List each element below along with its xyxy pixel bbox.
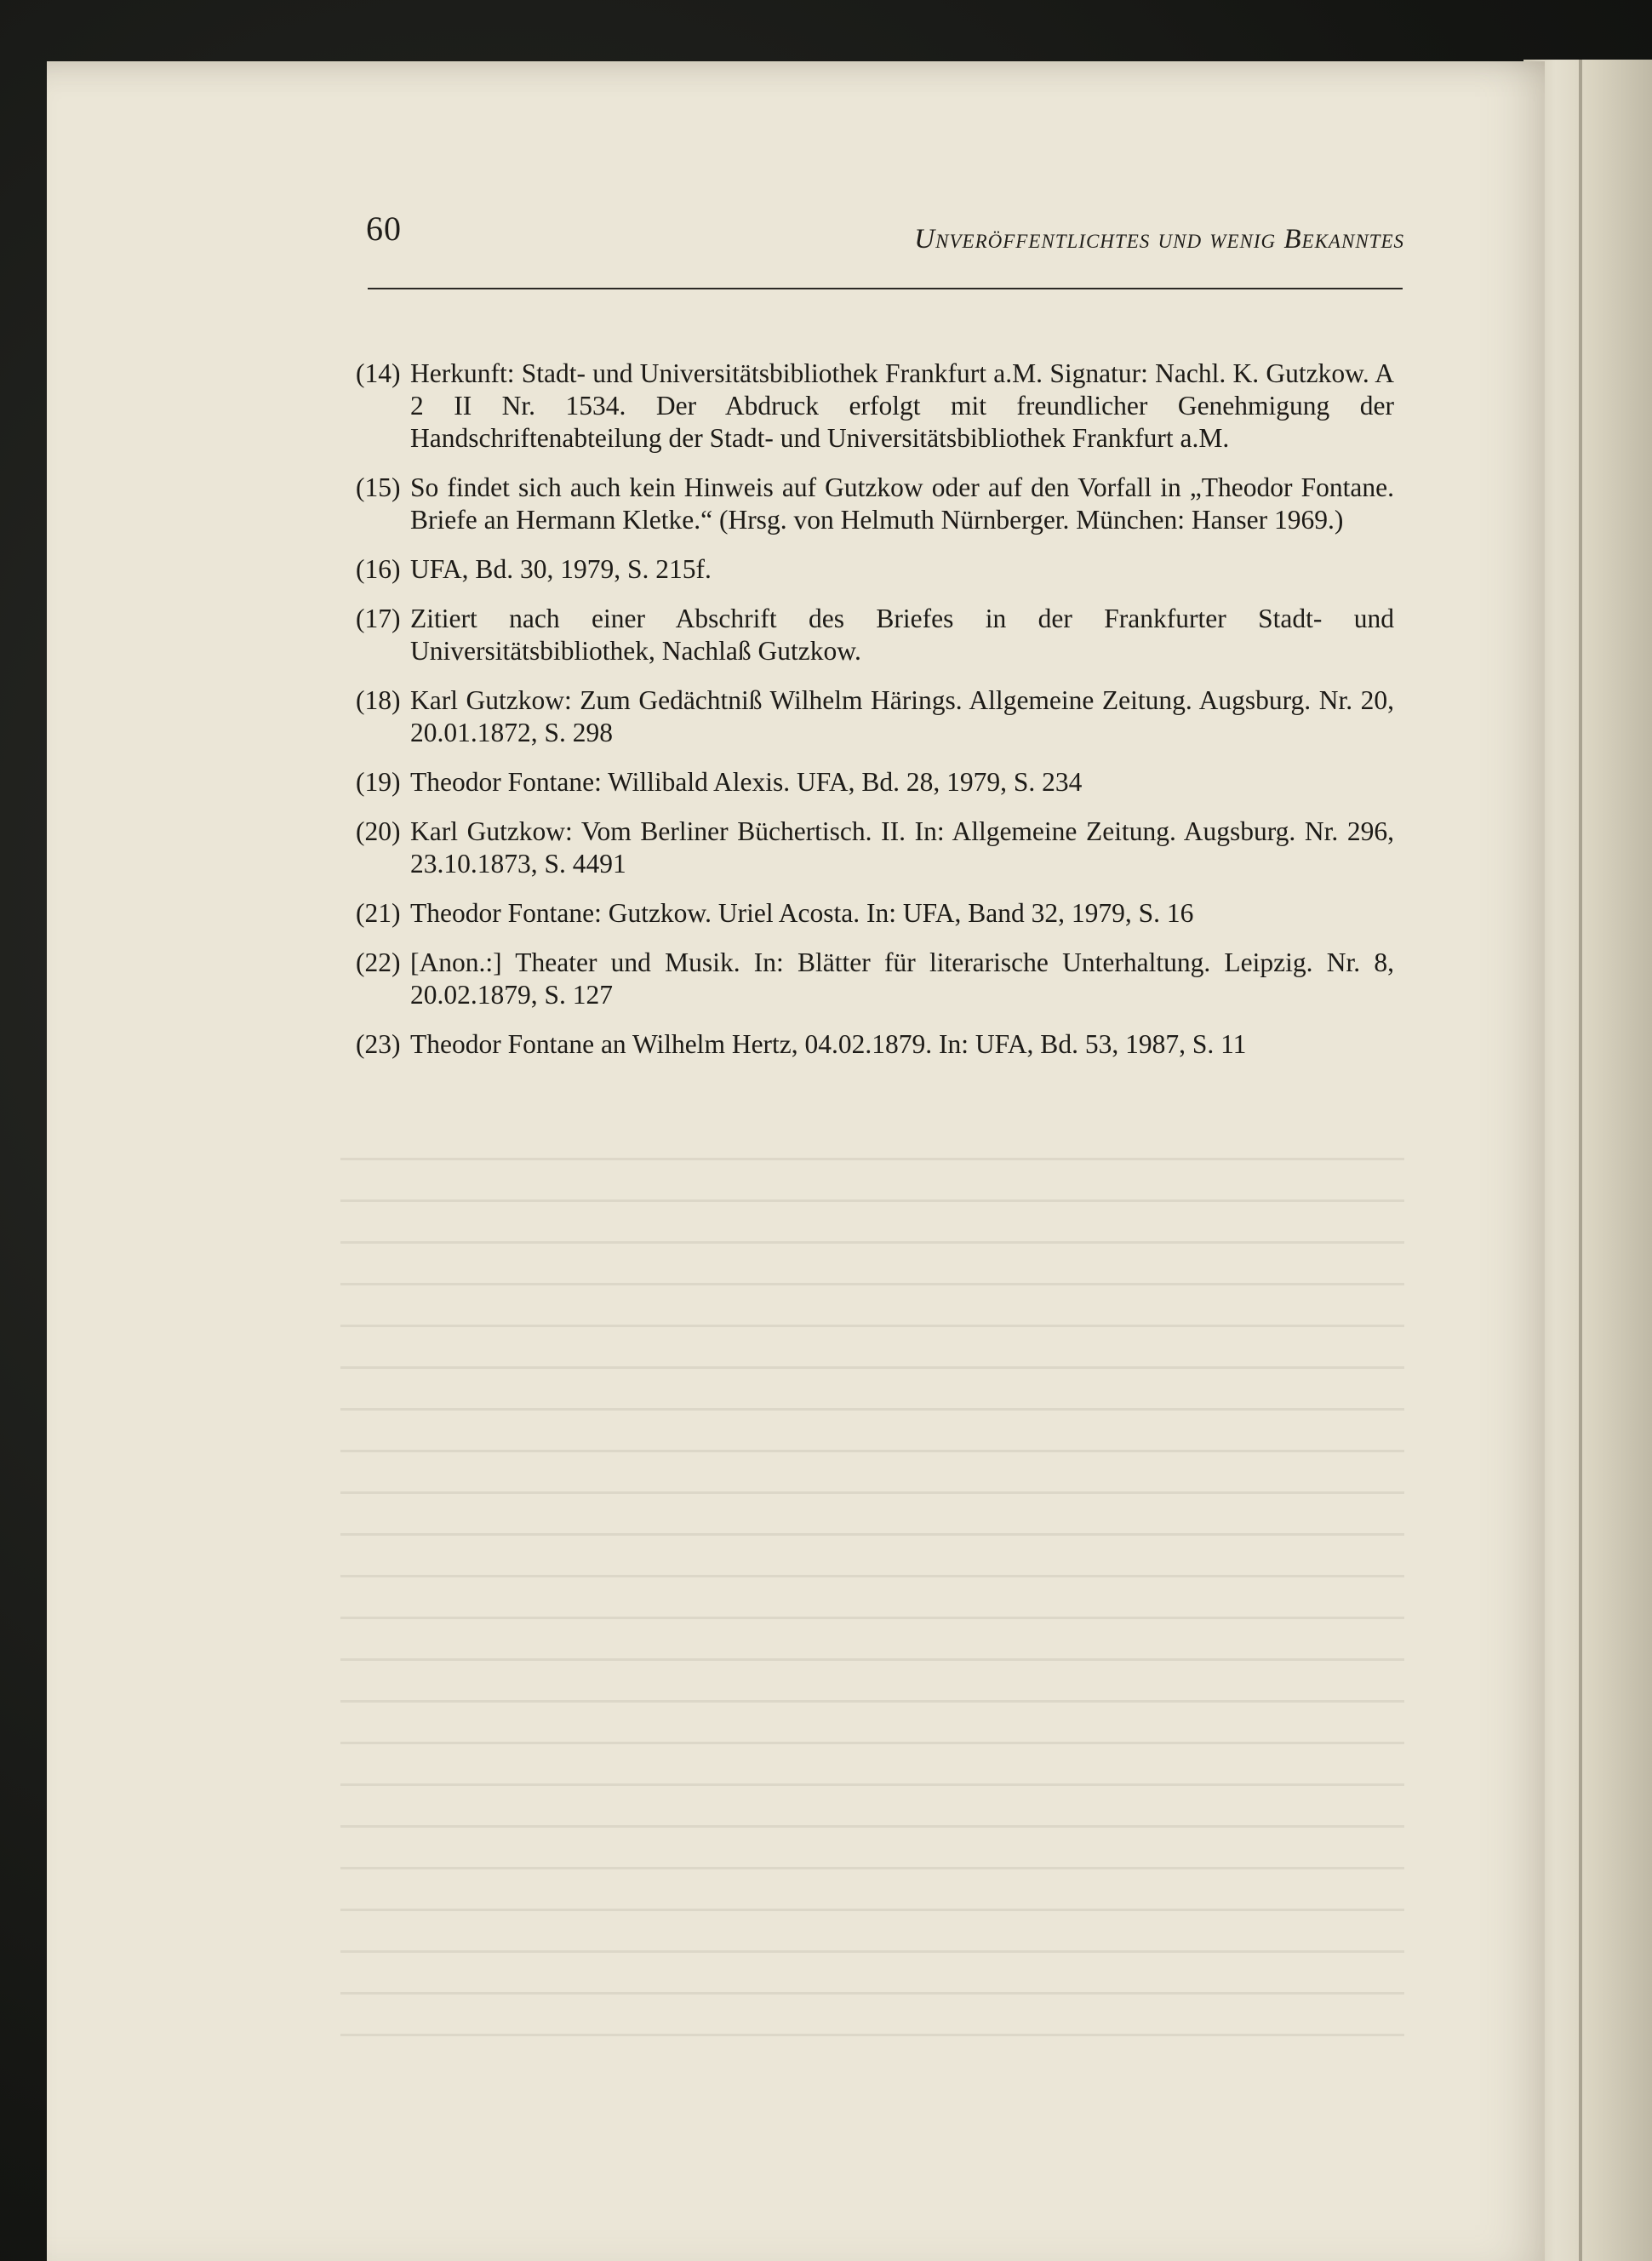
- endnote-16: [356, 553, 1394, 586]
- endnote-number: (20): [356, 816, 401, 846]
- endnote-20: [356, 816, 1394, 880]
- endnote-number: (18): [356, 685, 401, 715]
- endnote-14: [356, 358, 1394, 455]
- endnote-text: Karl Gutzkow: Zum Gedächtniß Wilhelm Härings. Allgemeine Zeitung. Augsburg. Nr. 20, 20.01.1872, S. 298: [410, 685, 1394, 747]
- endnote-text: Theodor Fontane: Willibald Alexis. UFA, Bd. 28, 1979, S. 234: [410, 767, 1083, 797]
- endnote-text: [Anon.:] Theater und Musik. In: Blätter für literarische Unterhaltung. Leipzig. Nr. 8, 20.02.1879, S. 127: [410, 947, 1394, 1010]
- endnote-number: (23): [356, 1029, 401, 1059]
- endnote-number: (21): [356, 898, 401, 928]
- show-through-text: [340, 1158, 1404, 2103]
- endnote-text: Theodor Fontane: Gutzkow. Uriel Acosta. In: UFA, Band 32, 1979, S. 16: [410, 898, 1194, 928]
- endnote-23: [356, 1028, 1394, 1061]
- endnote-text: Karl Gutzkow: Vom Berliner Büchertisch. II. In: Allgemeine Zeitung. Augsburg. Nr. 296, 23.10.1873, S. 4491: [410, 816, 1394, 879]
- endnote-22: [356, 947, 1394, 1011]
- endnote-text: Herkunft: Stadt- und Universitätsbibliothek Frankfurt a.M. Signatur: Nachl. K. Gutzkow. A 2 II Nr. 1534. Der Abdruck erfolgt mit freundlicher Genehmigung der Handschriftenabteilung der Stadt- und Universitätsbibliothek Frankfurt a.M.: [410, 358, 1394, 453]
- header-rule: [368, 288, 1403, 289]
- endnote-19: [356, 766, 1394, 799]
- endnote-text: So findet sich auch kein Hinweis auf Gutzkow oder auf den Vorfall in „Theodor Fontane. Briefe an Hermann Kletke.“ (Hrsg. von Helmuth Nürnberger. München: Hanser 1969.): [410, 472, 1394, 535]
- endnote-number: (19): [356, 767, 401, 797]
- endnote-18: [356, 684, 1394, 749]
- endnote-number: (22): [356, 947, 401, 977]
- endnote-text: Theodor Fontane an Wilhelm Hertz, 04.02.1879. In: UFA, Bd. 53, 1987, S. 11: [410, 1029, 1247, 1059]
- endnote-number: (17): [356, 604, 401, 633]
- endnotes-list: [356, 358, 1394, 1078]
- page-stack-line: [1579, 60, 1582, 2261]
- endnote-text: Zitiert nach einer Abschrift des Briefes in der Frankfurter Stadt- und Universitätsbibliothek, Nachlaß Gutzkow.: [410, 604, 1394, 666]
- endnote-15: [356, 472, 1394, 536]
- endnote-number: (16): [356, 554, 401, 584]
- endnote-17: [356, 603, 1394, 667]
- page-number: 60: [366, 209, 402, 248]
- endnote-text: UFA, Bd. 30, 1979, S. 215f.: [410, 554, 712, 584]
- endnote-number: (15): [356, 472, 401, 502]
- endnote-number: (14): [356, 358, 401, 388]
- running-head: Unveröffentlichtes und wenig Bekanntes: [914, 224, 1404, 255]
- endnote-21: [356, 897, 1394, 930]
- page-header: [366, 207, 1404, 266]
